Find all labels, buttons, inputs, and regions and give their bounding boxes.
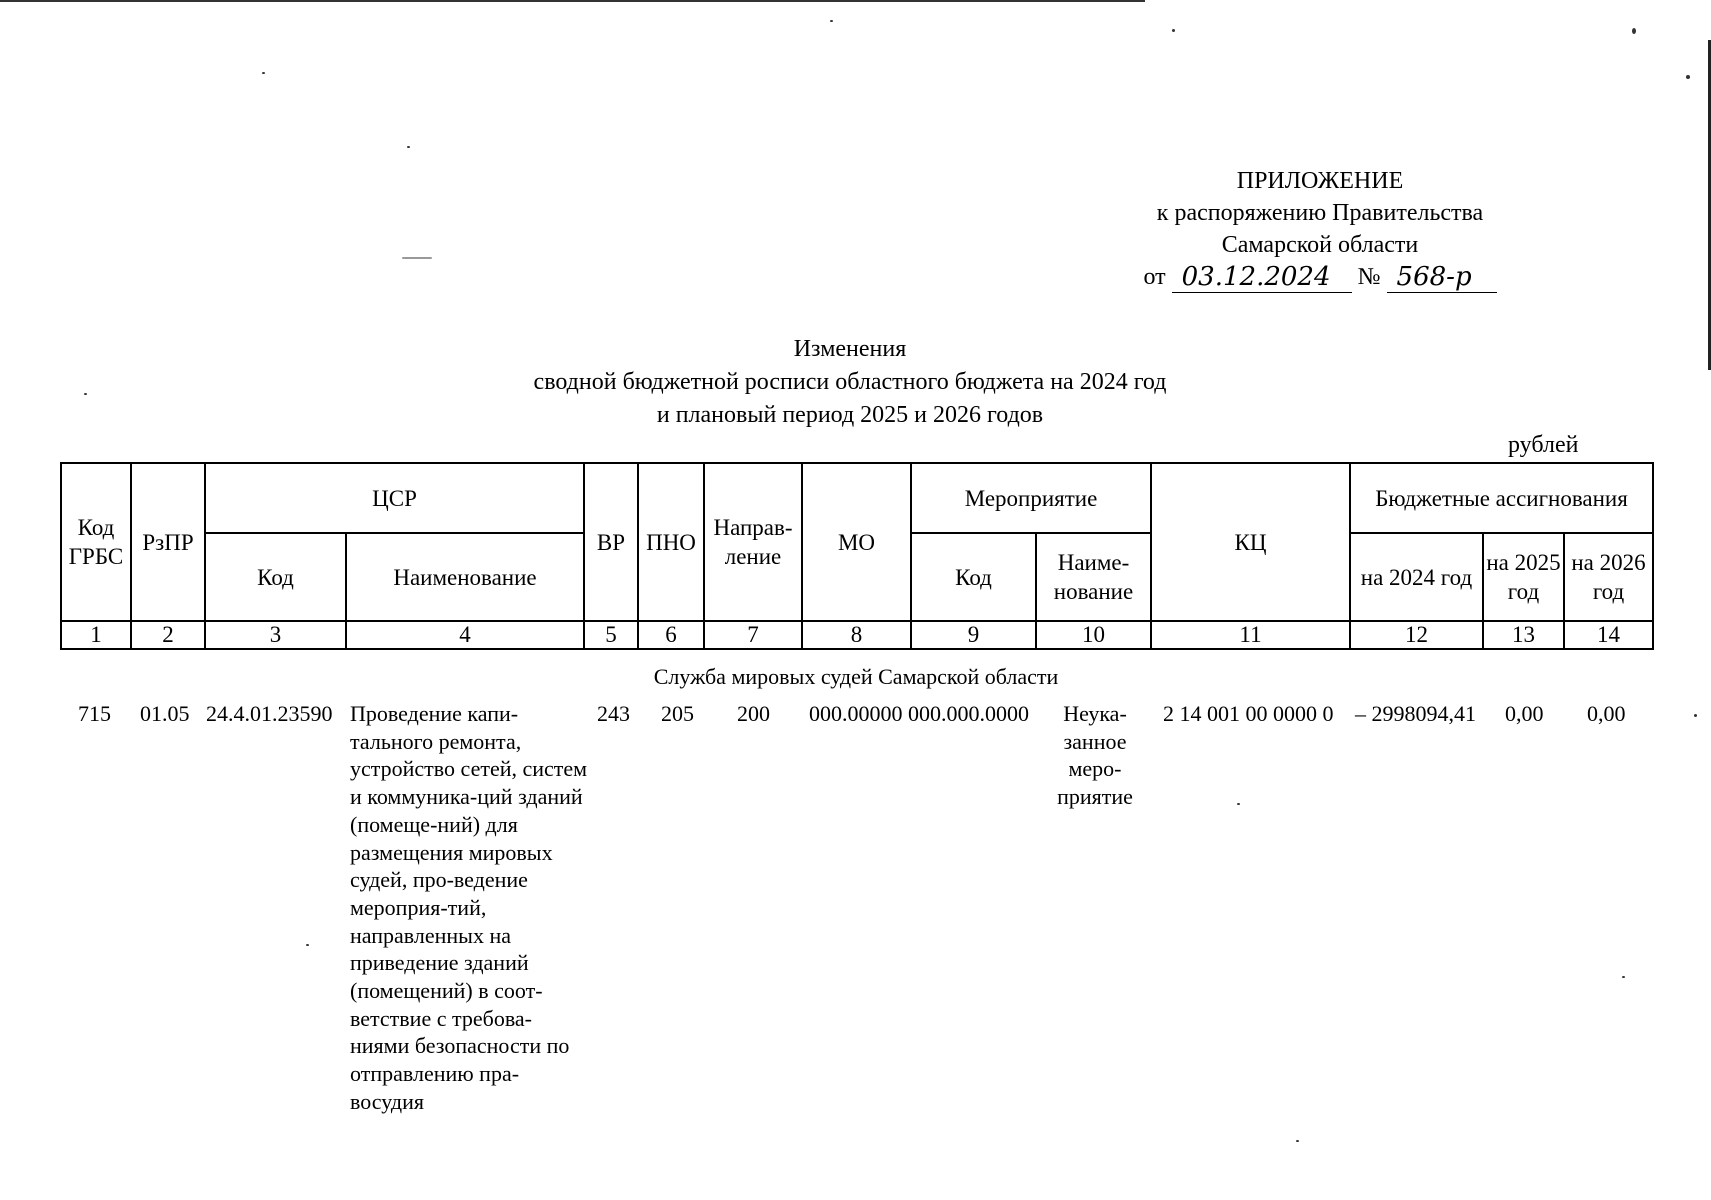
scan-speck xyxy=(1296,1140,1299,1142)
header-grbs: Код ГРБС xyxy=(61,463,131,621)
header-year-2025: на 2025 год xyxy=(1483,533,1564,621)
column-number: 12 xyxy=(1350,621,1483,649)
row-year-2025: 0,00 xyxy=(1505,701,1544,726)
row-mo: 000.00000 xyxy=(809,701,903,726)
order-date: 03.12.2024 xyxy=(1172,262,1352,293)
row-pno: 205 xyxy=(661,701,694,726)
row-csr-name: Проведение капи-тального ремонта, устройство сетей, систем и коммуника-ций зданий (помеще-ний) для размещения мировых судей, про-ведение мероприя-тий, направленных на приведение зданий (помещений) в соот-ветствие с требова-ниями безопасности по отправлению пра-восудия xyxy=(350,701,588,1114)
title-line-2: сводной бюджетной росписи областного бюджета на 2024 год xyxy=(533,369,1167,395)
units-label: рублей xyxy=(1508,432,1579,458)
row-vr: 243 xyxy=(597,701,630,726)
scan-speck xyxy=(84,393,87,395)
header-year-2026: на 2026 год xyxy=(1564,533,1653,621)
appendix-heading: ПРИЛОЖЕНИЕ xyxy=(1236,168,1404,194)
scan-speck xyxy=(407,146,410,148)
column-number: 7 xyxy=(704,621,802,649)
scan-speck xyxy=(306,944,309,946)
section-title: Служба мировых судей Самарской области xyxy=(653,664,1059,689)
scan-top-edge xyxy=(0,0,1145,2)
title-line-1: Изменения xyxy=(793,336,907,362)
row-direction: 200 xyxy=(737,701,770,726)
number-label: № xyxy=(1357,264,1381,290)
header-event-name: Наиме-нование xyxy=(1036,533,1151,621)
column-number: 10 xyxy=(1036,621,1151,649)
header-csr-name: Наименование xyxy=(346,533,584,621)
header-csr-code: Код xyxy=(205,533,346,621)
header-pno: ПНО xyxy=(638,463,704,621)
column-number: 6 xyxy=(638,621,704,649)
scan-speck xyxy=(1694,714,1697,717)
header-rzpr: РзПР xyxy=(131,463,205,621)
header-csr: ЦСР xyxy=(205,463,584,533)
header-vr: ВР xyxy=(584,463,638,621)
header-allocations: Бюджетные ассигнования xyxy=(1350,463,1653,533)
header-event: Мероприятие xyxy=(911,463,1151,533)
document-title xyxy=(300,333,1400,432)
column-number: 8 xyxy=(802,621,911,649)
row-event-code: 000.000.0000 xyxy=(908,701,1029,726)
column-number: 3 xyxy=(205,621,346,649)
row-rzpr: 01.05 xyxy=(140,701,190,726)
budget-header-table xyxy=(60,462,1654,650)
column-number: 2 xyxy=(131,621,205,649)
header-event-code: Код xyxy=(911,533,1036,621)
column-number: 5 xyxy=(584,621,638,649)
row-event-name: Неука-занное меро-приятие xyxy=(1057,701,1133,810)
row-csr-code: 24.4.01.23590 xyxy=(206,701,333,726)
scan-speck xyxy=(1172,29,1175,32)
column-number: 14 xyxy=(1564,621,1653,649)
row-year-2026: 0,00 xyxy=(1587,701,1626,726)
appendix-block xyxy=(1143,165,1490,293)
header-year-2024: на 2024 год xyxy=(1350,533,1483,621)
header-direction: Направ-ление xyxy=(704,463,802,621)
scan-speck xyxy=(1237,803,1240,805)
column-number: 9 xyxy=(911,621,1036,649)
scan-speck xyxy=(402,257,432,259)
scan-speck xyxy=(1622,976,1625,978)
scan-speck xyxy=(1686,75,1690,79)
header-mo: МО xyxy=(802,463,911,621)
title-line-3: и плановый период 2025 и 2026 годов xyxy=(656,402,1044,428)
row-kc: 2 14 001 00 0000 0 xyxy=(1163,701,1334,726)
header-kc: КЦ xyxy=(1151,463,1350,621)
row-grbs: 715 xyxy=(78,701,111,726)
column-number: 4 xyxy=(346,621,584,649)
from-label: от xyxy=(1143,264,1166,290)
scan-speck xyxy=(262,72,265,74)
appendix-line-1: к распоряжению Правительства xyxy=(1156,200,1484,226)
row-year-2024: – 2998094,41 xyxy=(1355,701,1476,726)
scan-speck xyxy=(830,20,833,22)
column-number: 1 xyxy=(61,621,131,649)
order-reference xyxy=(1143,261,1490,293)
column-number: 13 xyxy=(1483,621,1564,649)
column-number: 11 xyxy=(1151,621,1350,649)
appendix-line-2: Самарской области xyxy=(1221,232,1419,258)
scan-speck xyxy=(1632,28,1636,34)
order-number: 568-р xyxy=(1387,262,1497,293)
